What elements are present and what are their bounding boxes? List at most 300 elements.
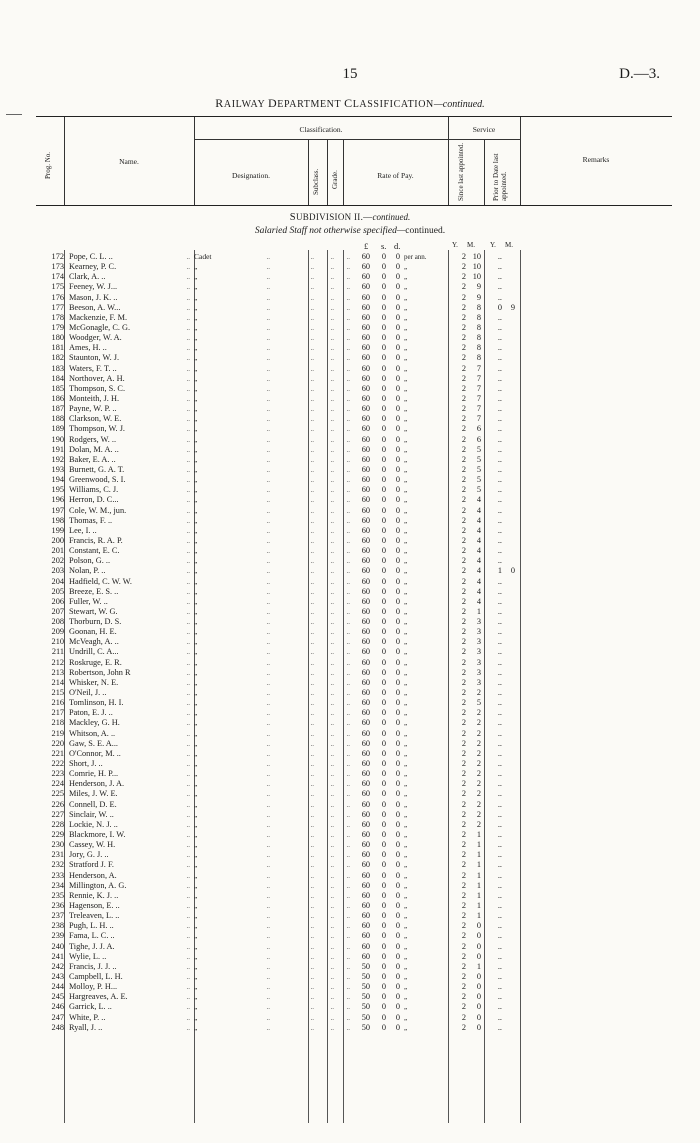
since-last-years-cell: 2 [461, 779, 466, 789]
prog-no-cell: 248 [51, 1022, 64, 1032]
since-last-months-cell: 4 [476, 495, 481, 505]
table-row [36, 942, 672, 952]
table-row [36, 739, 672, 749]
name-cell: Staunton, W. J. [69, 353, 120, 363]
since-last-months-cell: 8 [476, 353, 481, 363]
pay-shillings-cell: 0 [381, 414, 386, 424]
leader-dots: .. [330, 587, 334, 596]
pay-pence-cell: 0 [395, 890, 400, 900]
since-last-years-cell: 2 [461, 941, 466, 951]
prog-no-cell: 217 [51, 708, 64, 718]
leader-dots: .. [266, 557, 270, 566]
name-cell: Gaw, S. E. A... [69, 738, 119, 748]
table-row [36, 272, 672, 282]
pay-shillings-cell: 0 [381, 566, 386, 576]
since-last-years-cell: 2 [461, 657, 466, 667]
pay-period-cell: per ann. [404, 253, 427, 261]
prior-years-cell: .. [497, 1022, 502, 1032]
since-last-months-cell: 0 [476, 941, 481, 951]
since-last-months-cell: 4 [476, 586, 481, 596]
leader-dots: .. [330, 831, 334, 840]
pay-shillings-cell: 0 [381, 292, 386, 302]
leader-dots: .. [330, 618, 334, 627]
prior-years-cell: .. [497, 505, 502, 515]
pay-pounds-cell: 60 [361, 525, 370, 535]
prior-years-cell: .. [497, 961, 502, 971]
since-last-months-cell: 0 [476, 992, 481, 1002]
table-row [36, 303, 672, 313]
leader-dots: .. [310, 770, 314, 779]
since-last-months-cell: 9 [476, 282, 481, 292]
pay-pounds-cell: 50 [361, 961, 370, 971]
leader-dots: .. [266, 912, 270, 921]
since-last-months-cell: 1 [476, 606, 481, 616]
title-part: R [215, 96, 224, 110]
designation-cell: „ [194, 1012, 198, 1022]
leader-dots: .. [186, 699, 190, 708]
pay-shillings-cell: 0 [381, 921, 386, 931]
table-row [36, 607, 672, 617]
pay-pounds-cell: 60 [361, 343, 370, 353]
name-cell: Northover, A. H. [69, 373, 125, 383]
since-last-years-cell: 2 [461, 424, 466, 434]
table-row [36, 485, 672, 495]
leader-dots: .. [266, 851, 270, 860]
leader-dots: .. [186, 476, 190, 485]
pay-shillings-cell: 0 [381, 799, 386, 809]
prior-years-cell: .. [497, 698, 502, 708]
pay-shillings-cell: 0 [381, 505, 386, 515]
prior-years-cell: .. [497, 718, 502, 728]
since-last-months-cell: 2 [476, 769, 481, 779]
leader-dots: .. [310, 658, 314, 667]
pay-shillings-cell: 0 [381, 373, 386, 383]
prog-no-cell: 221 [51, 748, 64, 758]
prior-years-cell: .. [497, 901, 502, 910]
leader-dots: .. [266, 800, 270, 809]
table-row [36, 749, 672, 759]
since-last-years-cell: 2 [461, 850, 466, 860]
prior-years-cell: .. [497, 647, 502, 657]
since-last-years-cell: 2 [461, 393, 466, 403]
name-cell: Cassey, W. H. [69, 840, 116, 850]
since-last-years-cell: 2 [461, 464, 466, 474]
pay-pence-cell: 0 [395, 414, 400, 424]
pay-pence-cell: 0 [395, 880, 400, 890]
table-row [36, 333, 672, 343]
leader-dots: .. [310, 952, 314, 961]
designation-cell: „ [194, 586, 198, 596]
pay-pence-cell: 0 [395, 1022, 400, 1032]
leader-dots: .. [186, 912, 190, 921]
leader-dots: .. [266, 983, 270, 992]
pay-period-cell: „ [404, 618, 408, 627]
table-row [36, 962, 672, 972]
pay-shillings-cell: 0 [381, 637, 386, 647]
pay-pence-cell: 0 [395, 292, 400, 302]
since-last-years-cell: 2 [461, 971, 466, 981]
pay-pence-cell: 0 [395, 931, 400, 941]
table-row [36, 911, 672, 921]
designation-cell: „ [194, 911, 198, 921]
since-last-years-cell: 2 [461, 637, 466, 647]
leader-dots: .. [346, 952, 350, 961]
prog-no-cell: 213 [51, 667, 64, 677]
leader-dots: .. [346, 303, 350, 312]
prior-years-cell: .. [497, 333, 502, 343]
leader-dots: .. [266, 313, 270, 322]
prior-years-cell: .. [497, 667, 502, 677]
leader-dots: .. [330, 912, 334, 921]
name-cell: Whitson, A. .. [69, 728, 116, 738]
leader-dots: .. [186, 942, 190, 951]
designation-cell: „ [194, 779, 198, 789]
leader-dots: .. [266, 972, 270, 981]
pay-pounds-cell: 60 [361, 951, 370, 961]
leader-dots: .. [266, 932, 270, 941]
pay-period-cell: „ [404, 283, 408, 292]
pay-pounds-cell: 60 [361, 809, 370, 819]
leader-dots: .. [310, 405, 314, 414]
leader-dots: .. [186, 800, 190, 809]
prior-years-cell: .. [497, 606, 502, 616]
since-last-years-cell: 2 [461, 789, 466, 799]
pay-pence-cell: 0 [395, 373, 400, 383]
pay-period-cell: „ [404, 993, 408, 1002]
pay-pence-cell: 0 [395, 596, 400, 606]
pay-pence-cell: 0 [395, 748, 400, 758]
prior-years-cell: .. [497, 870, 502, 880]
pay-shillings-cell: 0 [381, 343, 386, 353]
leader-dots: .. [186, 831, 190, 840]
table-row [36, 546, 672, 556]
subclass-header: Subclass. [312, 168, 320, 195]
prog-no-cell: 202 [51, 556, 64, 566]
leader-dots: .. [330, 891, 334, 900]
pay-shillings-cell: 0 [381, 252, 386, 261]
leader-dots: .. [310, 547, 314, 556]
since-last-months-cell: 0 [476, 931, 481, 941]
leader-dots: .. [310, 425, 314, 434]
pay-shillings-cell: 0 [381, 759, 386, 769]
table-row [36, 992, 672, 1002]
pay-period-cell: „ [404, 303, 408, 312]
page-number: 15 [342, 66, 358, 82]
leader-dots: .. [346, 729, 350, 738]
since-last-years-cell: 2 [461, 302, 466, 312]
pay-pence-cell: 0 [395, 495, 400, 505]
since-last-months-cell: 10 [472, 262, 481, 272]
name-cell: Stewart, W. G. [69, 606, 118, 616]
since-last-years-cell: 2 [461, 353, 466, 363]
since-last-years-cell: 2 [461, 525, 466, 535]
since-last-months-cell: 9 [476, 292, 481, 302]
table-row [36, 708, 672, 718]
name-cell: Thorburn, D. S. [69, 617, 122, 627]
leader-dots: .. [330, 952, 334, 961]
prior-years-cell: .. [497, 617, 502, 627]
table-row [36, 921, 672, 931]
pay-pence-cell: 0 [395, 992, 400, 1002]
prior-to-date-header: Prior to Date last appointed. [492, 153, 508, 201]
table-row [36, 972, 672, 982]
leader-dots: .. [266, 1023, 270, 1032]
pay-pounds-cell: 60 [361, 495, 370, 505]
prog-no-cell: 201 [51, 546, 64, 556]
pay-period-cell: „ [404, 526, 408, 535]
leader-dots: .. [310, 749, 314, 758]
prog-no-cell: 204 [51, 576, 64, 586]
leader-dots: .. [310, 760, 314, 769]
leader-dots: .. [330, 334, 334, 343]
leader-dots: .. [310, 496, 314, 505]
name-cell: Dolan, M. A. .. [69, 444, 119, 454]
staff-heading-continued: continued. [405, 226, 446, 236]
table-row [36, 627, 672, 637]
prior-years-cell: .. [497, 850, 502, 860]
designation-cell: „ [194, 982, 198, 992]
leader-dots: .. [310, 334, 314, 343]
leader-dots: .. [330, 526, 334, 535]
leader-dots: .. [330, 922, 334, 931]
pay-pence-cell: 0 [395, 617, 400, 627]
leader-dots: .. [186, 678, 190, 687]
since-last-months-cell: 2 [476, 688, 481, 698]
pay-pence-cell: 0 [395, 637, 400, 647]
pay-pounds-cell: 60 [361, 870, 370, 880]
staff-table-body [36, 252, 672, 1033]
header-rule [327, 139, 328, 205]
leader-dots: .. [186, 577, 190, 586]
leader-dots: .. [310, 800, 314, 809]
designation-cell: „ [194, 373, 198, 383]
leader-dots: .. [346, 668, 350, 677]
leader-dots: .. [346, 760, 350, 769]
name-cell: Rennie, K. J. .. [69, 890, 119, 900]
pay-pence-cell: 0 [395, 566, 400, 576]
pay-shillings-cell: 0 [381, 961, 386, 971]
leader-dots: .. [330, 425, 334, 434]
pay-pence-cell: 0 [395, 424, 400, 434]
prog-no-cell: 199 [51, 525, 64, 535]
pay-pence-cell: 0 [395, 454, 400, 464]
since-last-years-cell: 2 [461, 819, 466, 829]
pay-shillings-cell: 0 [381, 982, 386, 992]
leader-dots: .. [186, 1023, 190, 1032]
leader-dots: .. [346, 465, 350, 474]
leader-dots: .. [310, 597, 314, 606]
since-last-years-cell: 2 [461, 860, 466, 870]
leader-dots: .. [266, 597, 270, 606]
leader-dots: .. [266, 790, 270, 799]
prior-years-cell: .. [497, 434, 502, 444]
designation-cell: „ [194, 718, 198, 728]
pay-pounds-cell: 60 [361, 322, 370, 332]
pay-period-cell: „ [404, 374, 408, 383]
leader-dots: .. [186, 780, 190, 789]
prog-no-cell: 200 [51, 535, 64, 545]
pay-shillings-cell: 0 [381, 911, 386, 921]
pay-pounds-cell: 60 [361, 860, 370, 870]
designation-cell: „ [194, 677, 198, 687]
leader-dots: .. [330, 760, 334, 769]
leader-dots: .. [346, 476, 350, 485]
pay-shillings-cell: 0 [381, 596, 386, 606]
prog-no-cell: 209 [51, 627, 64, 637]
prog-no-cell: 222 [51, 759, 64, 769]
designation-cell: „ [194, 596, 198, 606]
since-last-months-cell: 3 [476, 667, 481, 677]
title-part: AILWAY [223, 99, 269, 110]
leader-dots: .. [346, 831, 350, 840]
since-last-header: Since last appointed. [457, 142, 465, 201]
leader-dots: .. [346, 253, 350, 261]
prog-no-cell: 207 [51, 606, 64, 616]
leader-dots: .. [186, 810, 190, 819]
leader-dots: .. [330, 435, 334, 444]
table-row [36, 374, 672, 384]
leader-dots: .. [330, 273, 334, 282]
since-last-months-cell: 10 [472, 272, 481, 282]
pay-pence-cell: 0 [395, 393, 400, 403]
unit-months: M. [505, 241, 513, 249]
pay-pence-cell: 0 [395, 921, 400, 931]
since-last-months-cell: 2 [476, 748, 481, 758]
name-cell: Robertson, John R [69, 667, 131, 677]
leader-dots: .. [266, 526, 270, 535]
leader-dots: .. [330, 486, 334, 495]
leader-dots: .. [186, 455, 190, 464]
pay-shillings-cell: 0 [381, 819, 386, 829]
leader-dots: .. [310, 1023, 314, 1032]
leader-dots: .. [346, 526, 350, 535]
pay-pounds-cell: 60 [361, 606, 370, 616]
leader-dots: .. [346, 658, 350, 667]
name-cell: Clark, A. .. [69, 272, 106, 282]
leader-dots: .. [346, 770, 350, 779]
pay-pounds-cell: 60 [361, 759, 370, 769]
prog-no-cell: 235 [51, 890, 64, 900]
prog-no-cell: 247 [51, 1012, 64, 1022]
prog-no-cell: 214 [51, 677, 64, 687]
designation-cell: „ [194, 931, 198, 941]
leader-dots: .. [346, 313, 350, 322]
leader-dots: .. [266, 922, 270, 931]
prog-no-cell: 179 [51, 322, 64, 332]
pay-pounds-cell: 60 [361, 312, 370, 322]
leader-dots: .. [330, 668, 334, 677]
pay-pounds-cell: 60 [361, 728, 370, 738]
designation-cell: „ [194, 464, 198, 474]
table-row [36, 516, 672, 526]
name-cell: Monteith, J. H. [69, 393, 120, 403]
pay-shillings-cell: 0 [381, 606, 386, 616]
leader-dots: .. [346, 263, 350, 272]
leader-dots: .. [266, 993, 270, 1002]
table-row [36, 810, 672, 820]
leader-dots: .. [330, 253, 334, 261]
leader-dots: .. [186, 344, 190, 353]
leader-dots: .. [186, 760, 190, 769]
prior-years-cell: 1 [497, 566, 502, 576]
pay-pounds-cell: 60 [361, 302, 370, 312]
prior-years-cell: .. [497, 535, 502, 545]
prior-years-cell: .. [497, 292, 502, 302]
title-part: EPARTMENT [277, 99, 345, 110]
name-cell: Herron, D. C... [69, 495, 119, 505]
leader-dots: .. [186, 871, 190, 880]
table-row [36, 1023, 672, 1033]
pay-shillings-cell: 0 [381, 627, 386, 637]
pay-period-cell: „ [404, 415, 408, 424]
pay-pounds-cell: 60 [361, 333, 370, 343]
pay-pence-cell: 0 [395, 901, 400, 910]
since-last-years-cell: 2 [461, 647, 466, 657]
title-part: C [344, 96, 353, 110]
prog-no-cell: 184 [51, 373, 64, 383]
pay-pence-cell: 0 [395, 738, 400, 748]
since-last-months-cell: 2 [476, 738, 481, 748]
leader-dots: .. [310, 526, 314, 535]
leader-dots: .. [186, 597, 190, 606]
name-cell: Miles, J. W. E. [69, 789, 118, 799]
pay-shillings-cell: 0 [381, 404, 386, 414]
since-last-months-cell: 4 [476, 535, 481, 545]
leader-dots: .. [266, 587, 270, 596]
leader-dots: .. [186, 536, 190, 545]
leader-dots: .. [186, 658, 190, 667]
leader-dots: .. [346, 993, 350, 1002]
leader-dots: .. [266, 638, 270, 647]
pay-period-cell: „ [404, 293, 408, 302]
leader-dots: .. [330, 861, 334, 870]
pay-pounds-cell: 60 [361, 363, 370, 373]
leader-dots: .. [310, 638, 314, 647]
since-last-months-cell: 4 [476, 525, 481, 535]
leader-dots: .. [266, 476, 270, 485]
leader-dots: .. [330, 932, 334, 941]
since-last-years-cell: 2 [461, 343, 466, 353]
pay-shillings-cell: 0 [381, 901, 386, 910]
pay-period-cell: „ [404, 891, 408, 900]
leader-dots: .. [330, 354, 334, 363]
table-row [36, 617, 672, 627]
pay-pence-cell: 0 [395, 819, 400, 829]
leader-dots: .. [266, 1003, 270, 1012]
leader-dots: .. [266, 364, 270, 373]
leader-dots: .. [186, 334, 190, 343]
pay-period-cell: „ [404, 607, 408, 616]
name-cell: McGonagle, C. G. [69, 322, 131, 332]
name-cell: Stratford J. F. [69, 860, 114, 870]
leader-dots: .. [310, 810, 314, 819]
pay-period-cell: „ [404, 445, 408, 454]
leader-dots: .. [266, 871, 270, 880]
prog-no-cell: 194 [51, 475, 64, 485]
since-last-years-cell: 2 [461, 566, 466, 576]
pay-period-cell: „ [404, 902, 408, 910]
pay-shillings-cell: 0 [381, 535, 386, 545]
pay-period-cell: „ [404, 263, 408, 272]
pay-shillings-cell: 0 [381, 1022, 386, 1032]
since-last-years-cell: 2 [461, 677, 466, 687]
leader-dots: .. [186, 506, 190, 515]
pay-period-cell: „ [404, 1013, 408, 1022]
table-row [36, 1002, 672, 1012]
designation-cell: „ [194, 454, 198, 464]
prog-no-cell: 185 [51, 383, 64, 393]
name-cell: McVeagh, A. .. [69, 637, 119, 647]
